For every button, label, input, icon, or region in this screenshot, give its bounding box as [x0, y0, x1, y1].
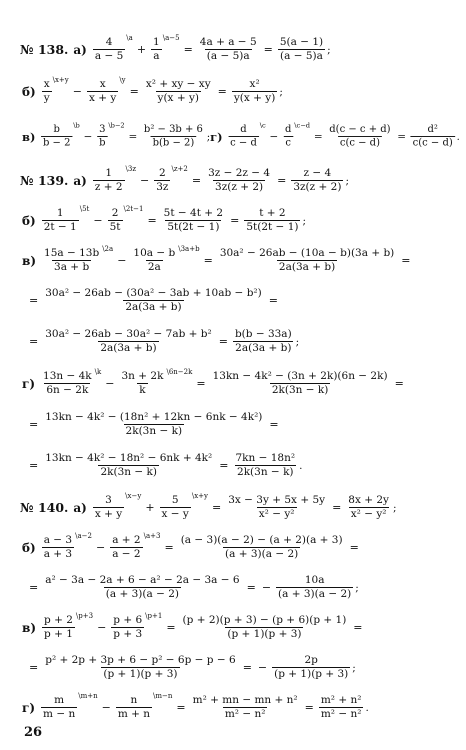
denominator: (a − 5)a [280, 50, 323, 62]
numerator: 30a² − 26ab − (30a² − 3ab + 10ab − b²) [45, 287, 262, 299]
denominator: c(c − d) [412, 136, 453, 149]
denominator: z + 2 [94, 181, 123, 193]
equation-line [26, 574, 359, 601]
part-label: а) [73, 173, 87, 188]
fraction [206, 167, 272, 194]
punctuation: . [365, 701, 369, 714]
operator: = [349, 541, 359, 554]
operator: = [394, 377, 404, 390]
extra-factor: \m−n [153, 692, 173, 700]
fraction [228, 124, 259, 150]
numerator: d² [427, 123, 438, 136]
punctuation: ; [302, 214, 307, 227]
denominator: (a + 3)(a − 2) [225, 548, 299, 560]
equation-line [22, 534, 362, 561]
numerator: 3x − 3y + 5x + 5y [228, 494, 326, 506]
numerator: 3 [105, 494, 112, 506]
operator: = [246, 581, 256, 594]
operator: = [304, 701, 314, 714]
denominator: a − 2 [112, 548, 141, 560]
operator: − [269, 130, 279, 143]
fraction [110, 534, 142, 561]
operator: = [332, 501, 342, 514]
numerator: b(b − 33a) [234, 328, 292, 340]
fraction [43, 452, 214, 479]
denominator: c − d [230, 136, 257, 149]
numerator: z − 4 [303, 167, 332, 179]
punctuation: ; [295, 335, 300, 348]
fraction [162, 207, 225, 234]
denominator: 2k(3n − k) [271, 384, 329, 396]
extra-factor: \z+2 [171, 165, 188, 173]
fraction [42, 534, 74, 561]
denominator: (p + 1)(p + 3) [274, 668, 349, 680]
denominator: 5t(2t − 1) [246, 221, 299, 233]
operator: = [29, 294, 39, 307]
denominator: 2a(3a + b) [235, 342, 292, 354]
fraction [43, 574, 241, 601]
numerator: a + 2 [112, 534, 141, 546]
operator: = [397, 130, 406, 143]
fraction [233, 328, 294, 355]
operator: = [353, 621, 363, 634]
equation-line [20, 167, 349, 194]
operator: = [277, 174, 287, 187]
extra-factor: \5t [79, 205, 90, 213]
numerator: d [240, 123, 247, 136]
numerator: 4a + a − 5 [199, 36, 257, 48]
operator: = [401, 254, 411, 267]
denominator: 2a [147, 261, 161, 273]
denominator: 3z(z + 2) [215, 181, 264, 193]
numerator: p + 2 [44, 614, 73, 626]
denominator: p + 3 [113, 628, 143, 640]
numerator: (a − 3)(a − 2) − (a + 2)(a + 3) [180, 534, 343, 546]
numerator: 13kn − 4k² − 18n² − 6nk + 4k² [45, 452, 213, 464]
part-label: в) [22, 129, 36, 144]
denominator: 2k(3n − k) [125, 425, 183, 437]
denominator: y [43, 92, 50, 104]
operator: = [29, 418, 39, 431]
denominator: 3z [156, 181, 169, 193]
fraction [179, 534, 345, 561]
extra-factor: \3a+b [178, 245, 200, 253]
denominator: 5t(2t − 1) [167, 221, 220, 233]
numerator: b² − 3b + 6 [143, 123, 203, 136]
extra-factor: \k [94, 368, 102, 376]
equation-line [22, 614, 366, 641]
operator: − [72, 85, 82, 98]
denominator: p + 1 [44, 628, 73, 640]
fraction [218, 247, 396, 274]
operator: = [29, 459, 39, 472]
fraction [142, 124, 205, 150]
numerator: x² [249, 78, 260, 90]
denominator: k [139, 384, 146, 396]
denominator: b(b − 2) [152, 136, 195, 149]
denominator: a + 3 [43, 548, 73, 560]
numerator: 10a − b [133, 247, 176, 259]
numerator: a − 3 [43, 534, 73, 546]
fraction [276, 574, 353, 601]
denominator: 2a(3a + b) [278, 261, 336, 273]
denominator: x + y [88, 92, 117, 104]
numerator: d [284, 123, 292, 136]
denominator: m − n [43, 708, 76, 720]
denominator: 2k(3n − k) [237, 466, 294, 478]
denominator: x² − y² [350, 508, 387, 520]
operator: = [218, 335, 228, 348]
denominator: 2a(3a + b) [100, 342, 157, 354]
extra-factor: \x+y [52, 76, 69, 84]
denominator: x − y [161, 508, 189, 520]
denominator: 2k(3n − k) [100, 466, 157, 478]
fraction [43, 654, 237, 681]
numerator: b [53, 123, 60, 136]
operator: − [105, 377, 115, 390]
operator: + [145, 501, 155, 514]
punctuation: ; [206, 130, 211, 143]
numerator: p² + 2p + 3p + 6 − p² − 6p − p − 6 [45, 654, 236, 666]
fraction [43, 287, 264, 314]
part-label: г) [22, 376, 36, 391]
numerator: 5t − 4t + 2 [163, 207, 224, 219]
numerator: d(c − c + d) [329, 123, 391, 136]
denominator: x² − y² [258, 508, 295, 520]
numerator: n [130, 694, 138, 706]
fraction [181, 614, 349, 641]
fraction [283, 124, 293, 150]
denominator: a [153, 50, 160, 62]
denominator: y(x + y) [233, 92, 276, 104]
numerator: (p + 2)(p + 3) − (p + 6)(p + 1) [182, 614, 347, 626]
punctuation: . [299, 459, 303, 472]
numerator: 5(a − 1) [279, 36, 324, 48]
part-label: б) [22, 84, 36, 99]
extra-factor: \c [259, 121, 266, 130]
operator: = [129, 85, 139, 98]
operator: = [29, 335, 39, 348]
extra-factor: \a−5 [162, 34, 180, 42]
equation-line [26, 411, 282, 438]
numerator: m² + n² [320, 694, 362, 706]
numerator: 8x + 2y [348, 494, 389, 506]
extra-factor: \p+3 [75, 612, 94, 620]
fraction [87, 78, 118, 105]
denominator: b [99, 136, 106, 149]
numerator: 13n − 4k [43, 370, 92, 382]
part-label: а) [73, 42, 87, 57]
operator: = [164, 541, 174, 554]
operator: = [212, 501, 222, 514]
equation-line [22, 247, 414, 274]
operator: = [176, 701, 186, 714]
numerator: 1 [153, 36, 160, 48]
numerator: x [43, 78, 50, 90]
denominator: a − 5 [94, 50, 124, 62]
extra-factor: \m+n [78, 692, 98, 700]
extra-factor: \b−2 [108, 121, 125, 130]
equation-line [26, 452, 302, 479]
fraction [41, 694, 77, 721]
numerator: m [54, 694, 65, 706]
numerator: 2 [111, 207, 119, 219]
denominator: m + n [117, 708, 151, 720]
punctuation: ; [345, 174, 349, 187]
numerator: 15a − 13b [44, 247, 100, 259]
fraction [151, 36, 162, 63]
fraction [154, 167, 170, 194]
fraction [41, 370, 94, 397]
operator: = [29, 581, 39, 594]
numerator: a² − 3a − 2a + 6 − a² − 2a − 3a − 6 [45, 574, 240, 586]
fraction [278, 36, 325, 63]
extra-factor: \b [73, 121, 80, 130]
fraction [93, 494, 124, 521]
operator: − [97, 621, 107, 634]
equation-line [22, 78, 283, 105]
numerator: 3z − 2z − 4 [208, 167, 271, 179]
equation-line [20, 36, 331, 63]
punctuation: ; [352, 661, 356, 674]
numerator: 7kn − 18n² [235, 452, 296, 464]
fraction [41, 124, 72, 150]
operator: − [95, 541, 106, 554]
numerator: x² + xy − xy [145, 78, 211, 90]
part-label: г) [22, 700, 36, 715]
punctuation: ; [279, 85, 283, 98]
part-label: г) [210, 129, 223, 144]
fraction [108, 207, 123, 234]
extra-factor: \a−2 [75, 532, 92, 540]
numerator: 1 [56, 207, 64, 219]
numerator: 1 [105, 167, 113, 179]
denominator: b − 2 [42, 136, 71, 149]
numerator: x [99, 78, 106, 90]
operator: = [242, 661, 252, 674]
punctuation: . [456, 130, 460, 143]
numerator: 5 [171, 494, 179, 506]
operator: = [219, 459, 229, 472]
equation-line [26, 328, 299, 355]
fraction [120, 370, 166, 397]
denominator: x + y [94, 508, 123, 520]
fraction [42, 614, 75, 641]
fraction [116, 694, 152, 721]
fraction [211, 370, 390, 397]
fraction [346, 494, 391, 521]
fraction [42, 78, 52, 105]
denominator: 3z(z + 2) [293, 181, 342, 193]
equation-line [26, 654, 356, 681]
extra-factor: \6n−2k [166, 368, 193, 376]
denominator: y(x + y) [157, 92, 199, 104]
operator: = [263, 43, 273, 56]
operator: − [117, 254, 127, 267]
fraction [111, 614, 144, 641]
fraction [43, 328, 214, 355]
numerator: p + 6 [113, 614, 143, 626]
numerator: t + 2 [259, 207, 286, 219]
numerator: 3 [99, 123, 106, 136]
numerator: 4 [105, 36, 113, 48]
denominator: (a − 5)a [206, 50, 250, 62]
extra-factor: \x+y [191, 492, 208, 500]
punctuation: ; [392, 501, 397, 514]
fraction [232, 78, 277, 105]
part-label: в) [22, 620, 37, 635]
operator: = [147, 214, 157, 227]
denominator: 5t [109, 221, 121, 233]
extra-factor: \a+3 [143, 532, 161, 540]
fraction [319, 694, 364, 721]
denominator: m² − n² [320, 708, 362, 720]
fraction [43, 411, 264, 438]
fraction [97, 124, 107, 150]
numerator: 30a² − 26ab − 30a² − 7ab + b² [45, 328, 212, 340]
operator: = [166, 621, 176, 634]
operator: − [83, 130, 93, 143]
part-label: в) [22, 253, 37, 268]
fraction [42, 247, 101, 274]
numerator: 30a² − 26ab − (10a − b)(3a + b) [219, 247, 395, 259]
problem-number: № 138. [20, 42, 69, 57]
numerator: 2 [159, 167, 166, 179]
equation-line [26, 287, 281, 314]
part-label: б) [22, 213, 36, 228]
operator: − [93, 214, 103, 227]
fraction [198, 36, 259, 63]
operator: = [196, 377, 206, 390]
denominator: (a + 3)(a − 2) [105, 588, 180, 600]
operator: = [268, 294, 278, 307]
fraction [160, 494, 191, 521]
fraction [131, 247, 177, 274]
extra-factor: \x−y [125, 492, 142, 500]
extra-factor: \2a [102, 245, 114, 253]
denominator: 6n − 2k [46, 384, 89, 396]
fraction [291, 167, 343, 194]
numerator: m² + mn − mn + n² [192, 694, 298, 706]
punctuation: ; [355, 581, 359, 594]
fraction [226, 494, 327, 521]
extra-factor: \a [126, 34, 133, 42]
equation-line [22, 694, 369, 721]
extra-factor: \3z [125, 165, 137, 173]
page-number: 26 [24, 725, 43, 740]
operator: = [269, 418, 279, 431]
numerator: 13kn − 4k² − (18n² + 12kn − 6nk − 4k²) [45, 411, 263, 423]
numerator: 13kn − 4k² − (3n + 2k)(6n − 2k) [212, 370, 388, 382]
numerator: 10a [304, 574, 325, 586]
fraction [191, 694, 300, 721]
operator: = [203, 254, 213, 267]
fraction [327, 124, 392, 150]
problem-number: № 139. [20, 173, 69, 188]
fraction [233, 452, 297, 479]
extra-factor: \c−d [294, 121, 311, 130]
operator: = [29, 661, 39, 674]
operator: − [261, 581, 272, 594]
extra-factor: \p+1 [145, 612, 163, 620]
denominator: (p + 1)(p + 3) [103, 668, 178, 680]
operator: − [257, 661, 268, 674]
fraction [93, 36, 125, 63]
denominator: 2a(3a + b) [125, 301, 182, 313]
denominator: 2t − 1 [43, 221, 77, 233]
denominator: 3a + b [54, 261, 90, 273]
denominator: c(c − d) [339, 136, 380, 149]
fraction [144, 78, 213, 105]
operator: = [230, 214, 240, 227]
numerator: 3n + 2k [121, 370, 164, 382]
fraction [272, 654, 350, 681]
extra-factor: \y [119, 76, 126, 84]
operator: − [101, 701, 111, 714]
fraction [93, 167, 125, 194]
operator: + [136, 43, 147, 56]
equation-line [20, 494, 397, 521]
denominator: c [285, 136, 291, 149]
fraction [411, 124, 455, 150]
problem-number: № 140. [20, 500, 69, 515]
operator: = [191, 174, 202, 187]
equation-line [22, 370, 407, 397]
operator: = [128, 130, 138, 143]
equation-line [22, 207, 306, 234]
fraction [42, 207, 79, 234]
denominator: (p + 1)(p + 3) [227, 628, 302, 640]
punctuation: ; [327, 43, 331, 56]
operator: = [217, 85, 227, 98]
fraction [244, 207, 300, 234]
denominator: (a + 3)(a − 2) [278, 588, 352, 600]
denominator: m² − n² [224, 708, 266, 720]
part-label: б) [22, 540, 36, 555]
operator: = [313, 130, 323, 143]
operator: = [183, 43, 193, 56]
operator: − [140, 174, 150, 187]
equation-line [22, 121, 460, 150]
extra-factor: \2t−1 [123, 205, 144, 213]
part-label: а) [73, 500, 87, 515]
numerator: 2p [304, 654, 318, 666]
